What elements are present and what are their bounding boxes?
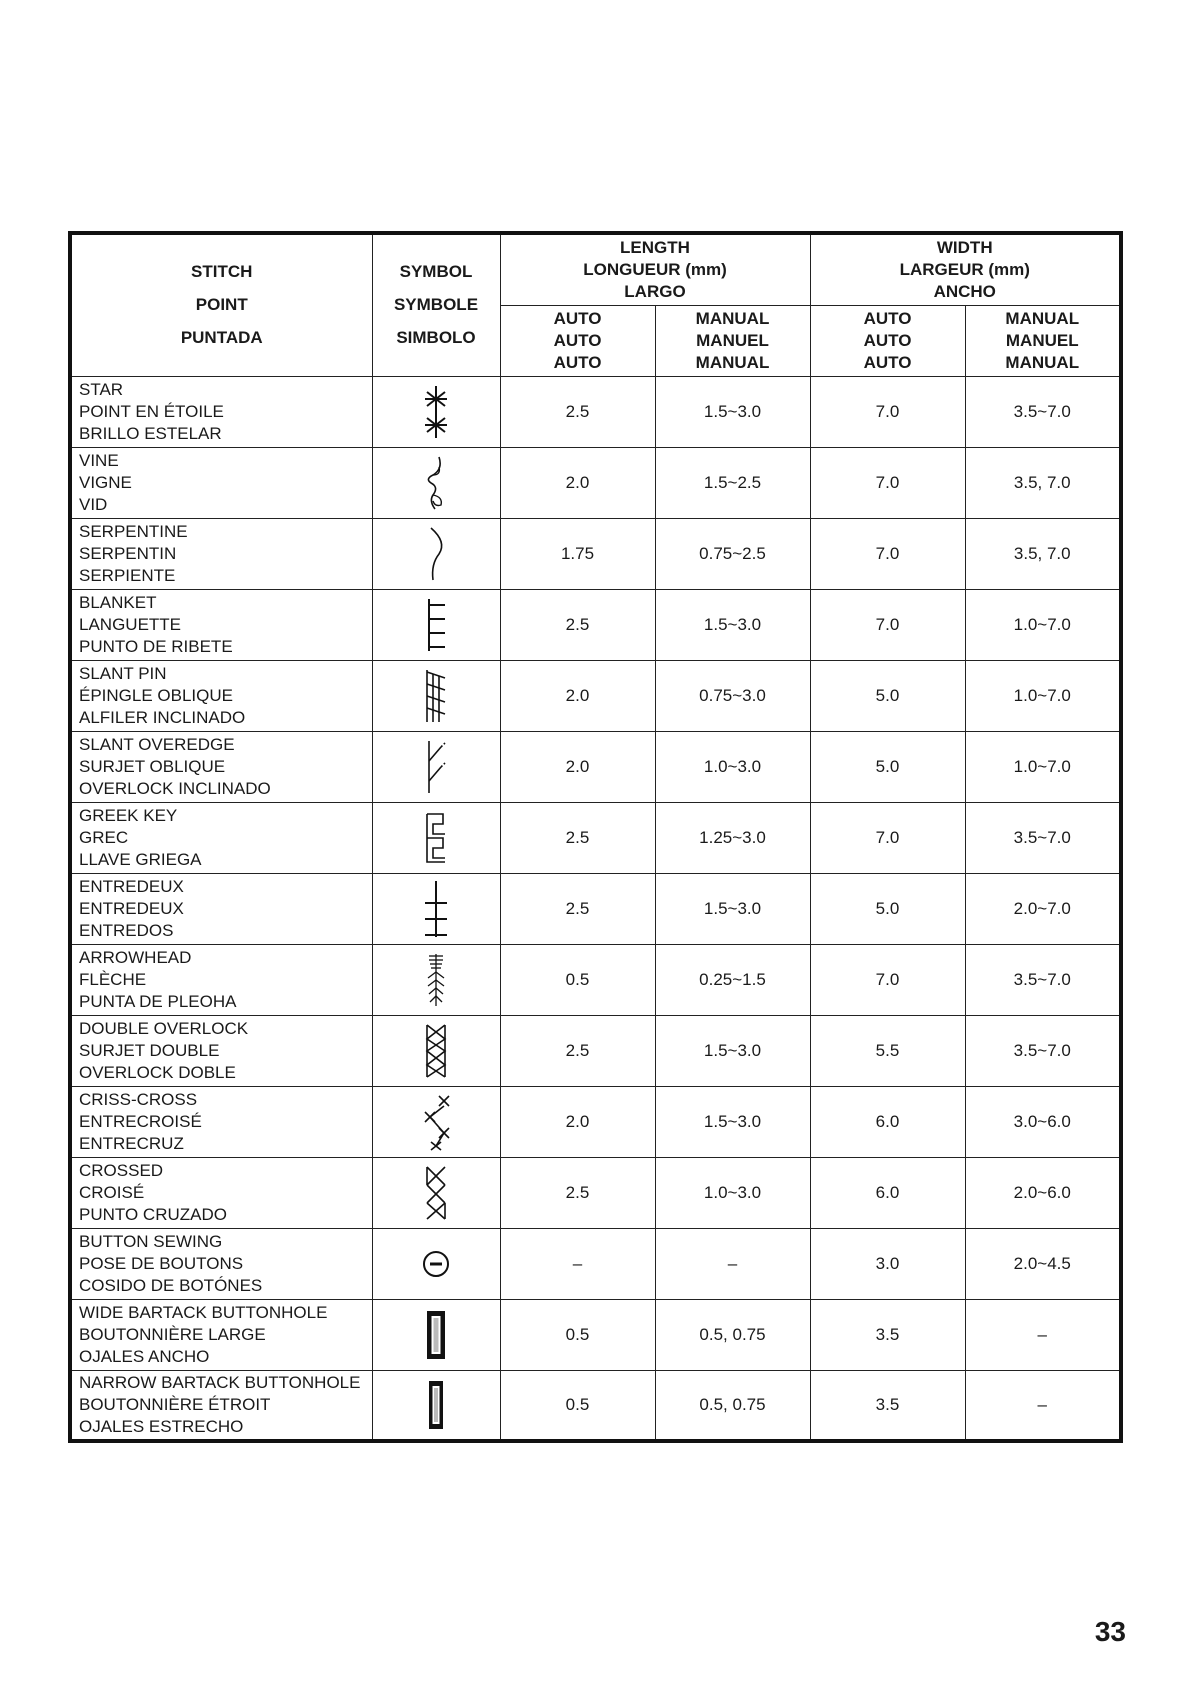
stitch-name-fr: SERPENTIN — [79, 543, 177, 563]
symbol-cell — [372, 376, 500, 447]
stitch-name-es: OJALES ANCHO — [79, 1346, 210, 1366]
stitch-name-cell — [70, 873, 372, 944]
header-length — [500, 233, 810, 305]
table-row — [70, 1086, 1121, 1157]
stitch-name-fr: CROISÉ — [79, 1182, 145, 1202]
symbol-cell — [372, 1157, 500, 1228]
stitch-name-es: COSIDO DE BOTÓNES — [79, 1275, 263, 1295]
stitch-name-cell — [70, 1299, 372, 1370]
len-manual-value: 0.5, 0.75 — [655, 1299, 810, 1370]
table-row — [70, 802, 1121, 873]
entredeux-stitch-icon — [373, 879, 500, 939]
len-auto-value: – — [500, 1228, 655, 1299]
stitch-name-en: SERPENTINE — [79, 521, 188, 541]
stitch-name-cell — [70, 660, 372, 731]
manual-label: MANUAL — [1005, 308, 1080, 328]
auto-label: AUTO — [863, 330, 912, 350]
star-stitch-icon — [373, 382, 500, 442]
symbol-cell — [372, 1299, 500, 1370]
stitch-name-es: PUNTA DE PLEOHA — [79, 991, 237, 1011]
stitch-name-es: OJALES ESTRECHO — [79, 1416, 244, 1436]
stitch-settings-table — [68, 231, 1123, 1443]
stitch-name-es: VID — [79, 494, 108, 514]
wid-auto-value: 5.0 — [810, 660, 965, 731]
header-symbol-en: SYMBOL — [399, 262, 473, 282]
stitch-name-en: STAR — [79, 379, 124, 399]
len-auto-value: 2.5 — [500, 589, 655, 660]
table-row — [70, 944, 1121, 1015]
stitch-name-fr: VIGNE — [79, 472, 132, 492]
symbol-cell — [372, 802, 500, 873]
wid-manual-value: 1.0~7.0 — [965, 589, 1121, 660]
stitch-name-fr: BOUTONNIÈRE LARGE — [79, 1324, 266, 1344]
symbol-cell — [372, 1015, 500, 1086]
len-manual-value: 0.75~3.0 — [655, 660, 810, 731]
table-row — [70, 1228, 1121, 1299]
header-width — [810, 233, 1121, 305]
wid-auto-value: 5.5 — [810, 1015, 965, 1086]
table-row — [70, 376, 1121, 447]
table-row — [70, 660, 1121, 731]
header-symbol-es: SIMBOLO — [396, 328, 476, 348]
slant-pin-stitch-icon — [373, 666, 500, 726]
stitch-name-en: CRISS-CROSS — [79, 1089, 198, 1109]
auto-label: AUTO — [553, 330, 602, 350]
wid-manual-value: 3.5~7.0 — [965, 1015, 1121, 1086]
stitch-name-es: SERPIENTE — [79, 565, 176, 585]
stitch-name-es: OVERLOCK INCLINADO — [79, 778, 271, 798]
wid-auto-value: 6.0 — [810, 1157, 965, 1228]
header-stitch-en: STITCH — [191, 262, 253, 282]
wid-auto-value: 7.0 — [810, 518, 965, 589]
len-auto-value: 1.75 — [500, 518, 655, 589]
serpentine-stitch-icon — [373, 524, 500, 584]
manual-label: MANUAL — [695, 352, 770, 372]
stitch-name-en: WIDE BARTACK BUTTONHOLE — [79, 1302, 328, 1322]
table-row — [70, 447, 1121, 518]
stitch-name-cell — [70, 447, 372, 518]
header-width-es: ANCHO — [933, 281, 996, 301]
table-row — [70, 1299, 1121, 1370]
len-auto-value: 2.5 — [500, 873, 655, 944]
stitch-name-en: GREEK KEY — [79, 805, 178, 825]
stitch-name-es: OVERLOCK DOBLE — [79, 1062, 236, 1082]
stitch-name-cell — [70, 1370, 372, 1441]
symbol-cell — [372, 447, 500, 518]
wid-auto-value: 7.0 — [810, 802, 965, 873]
wid-auto-value: 5.0 — [810, 731, 965, 802]
stitch-name-en: VINE — [79, 450, 119, 470]
wid-auto-value: 7.0 — [810, 944, 965, 1015]
stitch-name-en: ENTREDEUX — [79, 876, 184, 896]
stitch-name-fr: BOUTONNIÈRE ÉTROIT — [79, 1394, 271, 1414]
len-auto-value: 2.0 — [500, 731, 655, 802]
symbol-cell — [372, 1228, 500, 1299]
len-auto-value: 2.0 — [500, 447, 655, 518]
len-auto-value: 2.5 — [500, 802, 655, 873]
stitch-name-en: BUTTON SEWING — [79, 1231, 223, 1251]
wid-manual-value: 2.0~4.5 — [965, 1228, 1121, 1299]
table-row — [70, 518, 1121, 589]
len-manual-value: 1.5~2.5 — [655, 447, 810, 518]
table-row — [70, 1370, 1121, 1441]
criss-cross-stitch-icon — [373, 1092, 500, 1152]
header-symbol-fr: SYMBOLE — [393, 295, 479, 315]
stitch-name-fr: ÉPINGLE OBLIQUE — [79, 685, 233, 705]
symbol-cell — [372, 589, 500, 660]
len-manual-value: 1.0~3.0 — [655, 1157, 810, 1228]
wid-auto-value: 6.0 — [810, 1086, 965, 1157]
vine-stitch-icon — [373, 453, 500, 513]
slant-overedge-stitch-icon — [373, 737, 500, 797]
button-sewing-icon — [373, 1234, 500, 1294]
narrow-buttonhole-icon — [373, 1375, 500, 1435]
stitch-name-es: ENTREDOS — [79, 920, 174, 940]
header-stitch-es: PUNTADA — [180, 328, 263, 348]
header-length-en: LENGTH — [620, 237, 690, 257]
wid-manual-value: 3.5, 7.0 — [965, 447, 1121, 518]
len-manual-value: – — [655, 1228, 810, 1299]
double-overlock-stitch-icon — [373, 1021, 500, 1081]
stitch-name-fr: POINT EN ÉTOILE — [79, 401, 224, 421]
len-manual-value: 0.25~1.5 — [655, 944, 810, 1015]
stitch-name-fr: ENTREDEUX — [79, 898, 184, 918]
header-width-manual — [965, 305, 1121, 376]
symbol-cell — [372, 731, 500, 802]
manual-label: MANUEL — [1005, 330, 1079, 350]
wid-auto-value: 3.0 — [810, 1228, 965, 1299]
symbol-cell — [372, 518, 500, 589]
stitch-name-cell — [70, 1015, 372, 1086]
manual-label: MANUAL — [1005, 352, 1080, 372]
wid-manual-value: 3.5~7.0 — [965, 376, 1121, 447]
stitch-name-cell — [70, 731, 372, 802]
stitch-name-cell — [70, 376, 372, 447]
header-width-auto — [810, 305, 965, 376]
stitch-name-cell — [70, 944, 372, 1015]
wid-manual-value: 3.5, 7.0 — [965, 518, 1121, 589]
len-auto-value: 2.0 — [500, 1086, 655, 1157]
wid-manual-value: – — [965, 1299, 1121, 1370]
stitch-name-en: DOUBLE OVERLOCK — [79, 1018, 249, 1038]
manual-label: MANUAL — [695, 308, 770, 328]
len-auto-value: 0.5 — [500, 1370, 655, 1441]
stitch-name-en: SLANT OVEREDGE — [79, 734, 235, 754]
len-manual-value: 1.5~3.0 — [655, 1015, 810, 1086]
stitch-rows — [70, 376, 1121, 1441]
len-manual-value: 0.75~2.5 — [655, 518, 810, 589]
page-number: 33 — [1094, 1616, 1126, 1647]
header-stitch-fr: POINT — [195, 295, 248, 315]
header-length-manual — [655, 305, 810, 376]
wid-auto-value: 7.0 — [810, 589, 965, 660]
len-manual-value: 1.5~3.0 — [655, 376, 810, 447]
header-length-fr: LONGUEUR (mm) — [583, 259, 727, 279]
stitch-name-fr: FLÈCHE — [79, 969, 147, 989]
len-auto-value: 0.5 — [500, 1299, 655, 1370]
header-width-fr: LARGEUR (mm) — [899, 259, 1030, 279]
wid-manual-value: 2.0~6.0 — [965, 1157, 1121, 1228]
wid-manual-value: 1.0~7.0 — [965, 731, 1121, 802]
table-row — [70, 589, 1121, 660]
symbol-cell — [372, 660, 500, 731]
stitch-name-cell — [70, 802, 372, 873]
header-stitch — [70, 233, 372, 376]
greek-key-stitch-icon — [373, 808, 500, 868]
wid-manual-value: 3.5~7.0 — [965, 944, 1121, 1015]
table-row — [70, 1157, 1121, 1228]
len-manual-value: 1.5~3.0 — [655, 589, 810, 660]
len-auto-value: 2.5 — [500, 376, 655, 447]
stitch-name-fr: SURJET OBLIQUE — [79, 756, 226, 776]
stitch-name-cell — [70, 518, 372, 589]
wid-auto-value: 7.0 — [810, 376, 965, 447]
stitch-name-fr: GREC — [79, 827, 129, 847]
len-manual-value: 1.5~3.0 — [655, 873, 810, 944]
table-row — [70, 1015, 1121, 1086]
table-row — [70, 731, 1121, 802]
stitch-name-es: LLAVE GRIEGA — [79, 849, 202, 869]
symbol-cell — [372, 873, 500, 944]
header-symbol — [372, 233, 500, 376]
auto-label: AUTO — [553, 352, 602, 372]
auto-label: AUTO — [863, 308, 912, 328]
len-manual-value: 1.25~3.0 — [655, 802, 810, 873]
len-manual-value: 1.5~3.0 — [655, 1086, 810, 1157]
stitch-name-fr: LANGUETTE — [79, 614, 182, 634]
len-manual-value: 1.0~3.0 — [655, 731, 810, 802]
header-length-es: LARGO — [624, 281, 686, 301]
len-manual-value: 0.5, 0.75 — [655, 1370, 810, 1441]
wid-manual-value: 3.5~7.0 — [965, 802, 1121, 873]
stitch-name-en: BLANKET — [79, 592, 157, 612]
wid-auto-value: 7.0 — [810, 447, 965, 518]
len-auto-value: 0.5 — [500, 944, 655, 1015]
symbol-cell — [372, 944, 500, 1015]
wid-auto-value: 3.5 — [810, 1370, 965, 1441]
header-length-auto — [500, 305, 655, 376]
wid-manual-value: – — [965, 1370, 1121, 1441]
stitch-name-fr: SURJET DOUBLE — [79, 1040, 220, 1060]
len-auto-value: 2.5 — [500, 1015, 655, 1086]
stitch-name-en: NARROW BARTACK BUTTONHOLE — [79, 1372, 361, 1392]
stitch-name-es: BRILLO ESTELAR — [79, 423, 222, 443]
stitch-name-en: SLANT PIN — [79, 663, 167, 683]
symbol-cell — [372, 1370, 500, 1441]
crossed-stitch-icon — [373, 1163, 500, 1223]
stitch-name-en: ARROWHEAD — [79, 947, 192, 967]
len-auto-value: 2.5 — [500, 1157, 655, 1228]
stitch-name-es: ENTRECRUZ — [79, 1133, 184, 1153]
stitch-name-es: PUNTO DE RIBETE — [79, 636, 233, 656]
wide-buttonhole-icon — [373, 1305, 500, 1365]
stitch-name-cell — [70, 589, 372, 660]
wid-auto-value: 5.0 — [810, 873, 965, 944]
header-width-en: WIDTH — [936, 237, 993, 257]
table-row — [70, 873, 1121, 944]
len-auto-value: 2.0 — [500, 660, 655, 731]
wid-manual-value: 1.0~7.0 — [965, 660, 1121, 731]
stitch-name-fr: ENTRECROISÉ — [79, 1111, 202, 1131]
auto-label: AUTO — [553, 308, 602, 328]
stitch-name-es: ALFILER INCLINADO — [79, 707, 246, 727]
wid-manual-value: 3.0~6.0 — [965, 1086, 1121, 1157]
auto-label: AUTO — [863, 352, 912, 372]
symbol-cell — [372, 1086, 500, 1157]
blanket-stitch-icon — [373, 595, 500, 655]
wid-manual-value: 2.0~7.0 — [965, 873, 1121, 944]
stitch-name-cell — [70, 1086, 372, 1157]
stitch-name-cell — [70, 1157, 372, 1228]
wid-auto-value: 3.5 — [810, 1299, 965, 1370]
arrowhead-stitch-icon — [373, 950, 500, 1010]
manual-label: MANUEL — [696, 330, 769, 350]
stitch-name-fr: POSE DE BOUTONS — [79, 1253, 244, 1273]
stitch-name-es: PUNTO CRUZADO — [79, 1204, 227, 1224]
stitch-name-cell — [70, 1228, 372, 1299]
stitch-name-en: CROSSED — [79, 1160, 164, 1180]
